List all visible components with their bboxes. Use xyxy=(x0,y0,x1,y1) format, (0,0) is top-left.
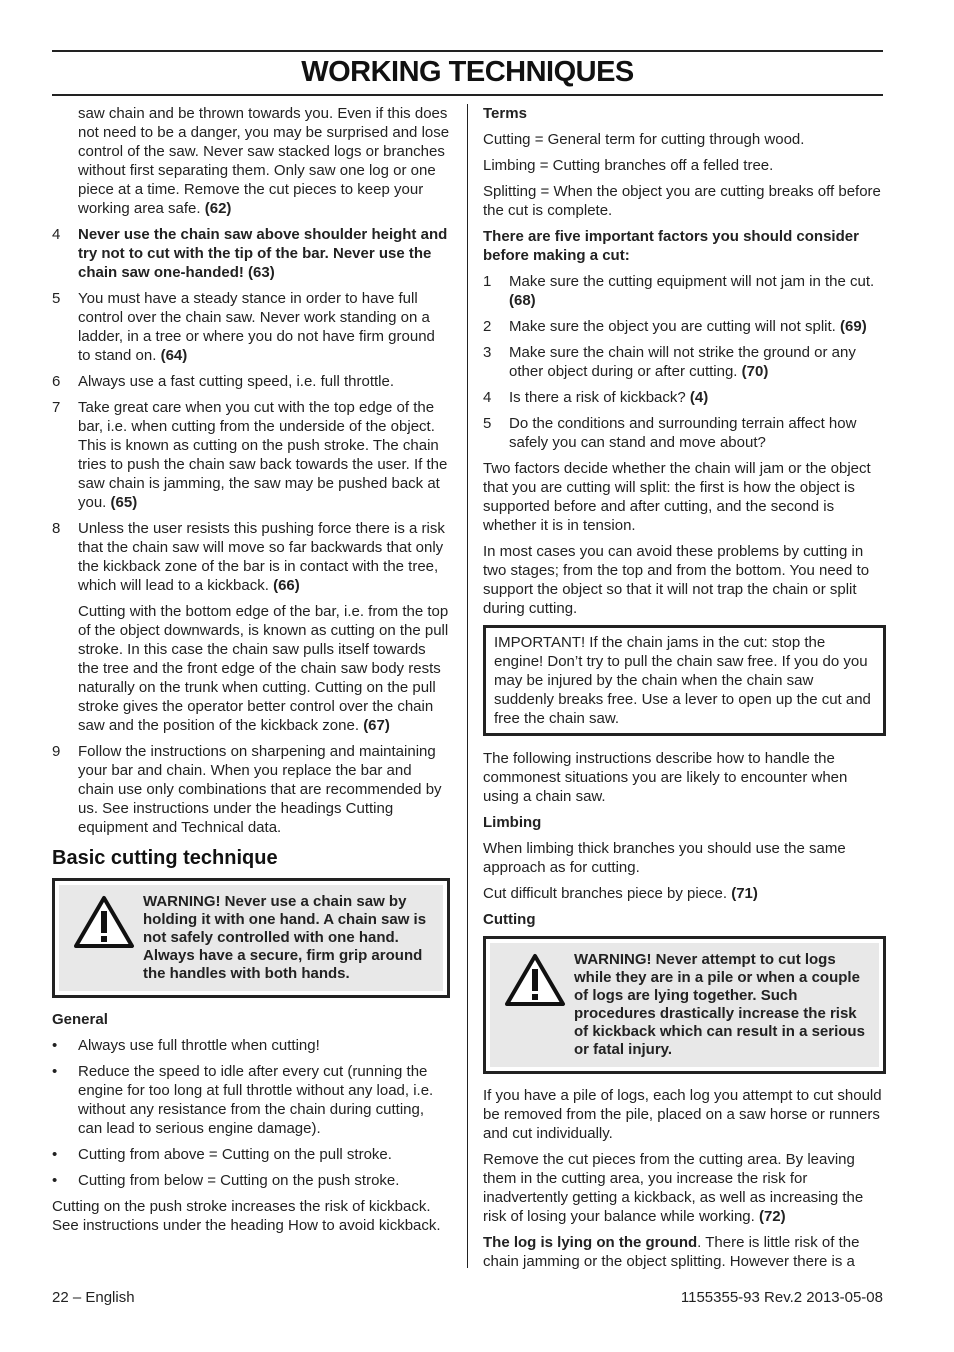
terms-heading: Terms xyxy=(483,105,527,122)
paragraph-instructions: The following instructions describe how to handle the commonest situations you are likely to encounter when using a chain saw. xyxy=(483,750,848,805)
factor-item: 2 Make sure the object you are cutting will not split. (69) xyxy=(483,318,867,335)
term-limbing: Limbing = Cutting branches off a felled tree. xyxy=(483,157,774,174)
list-item-8: 8 Unless the user resists this pushing force there is a risk that the chain saw will move so far backwards that only the kickback zone of the bar is in contact with the tree, which will lead to a kickback. (66) xyxy=(52,520,445,594)
list-item-4: 4 Never use the chain saw above shoulder height and try not to cut with the tip of the bar. Never use the chain saw one-handed! (63) xyxy=(52,226,448,281)
warning-triangle-icon xyxy=(496,951,574,1059)
paragraph-remove-pieces: Remove the cut pieces from the cutting area. By leaving them in the cutting area, you increase the risk for inadvertently getting a kickback, as well as increasing the risk of losing your balance while working. (72) xyxy=(483,1151,864,1225)
cutting-heading: Cutting xyxy=(483,911,536,928)
limbing-paragraph: When limbing thick branches you should use the same approach as for cutting. xyxy=(483,840,846,876)
paragraph-pile-of-logs: If you have a pile of logs, each log you attempt to cut should be removed from the pile, placed on a saw horse or runners and cut individually. xyxy=(483,1087,882,1142)
warning-box xyxy=(52,878,450,998)
footer-page-number: 22 – English xyxy=(52,1289,135,1306)
bullet-item: • Cutting from above = Cutting on the pull stroke. xyxy=(52,1146,392,1163)
factor-item: 3 Make sure the chain will not strike the ground or any other object during or after cutting. (70) xyxy=(483,344,856,380)
list-item-8-continued: Cutting with the bottom edge of the bar, i.e. from the top of the object downwards, is known as cutting on the pull stroke. In this case the chain saw pulls itself towards the tree and the front edge of the chain saw body rests naturally on the trunk when cutting. Cutting on the pull stroke gives the operator better control over the chain saw and the position of the kickback zone. (67) xyxy=(78,603,449,734)
factor-item: 5 Do the conditions and surrounding terrain affect how safely you can stand and move about? xyxy=(483,415,857,451)
paragraph-jam-factors: Two factors decide whether the chain will jam or the object that you are cutting will split: the first is how the object is supported before and after cutting, and the second is whether it is in tension. xyxy=(483,460,871,534)
general-heading: General xyxy=(52,1011,108,1028)
factors-heading: There are five important factors you should consider before making a cut: xyxy=(483,228,859,264)
footer-document-id: 1155355-93 Rev.2 2013-05-08 xyxy=(680,1289,883,1306)
page-title: WORKING TECHNIQUES xyxy=(301,56,634,88)
closing-paragraph: Cutting on the push stroke increases the risk of kickback. See instructions under the heading How to avoid kickback. xyxy=(52,1198,441,1234)
bullet-item: • Always use full throttle when cutting! xyxy=(52,1037,320,1054)
term-cutting: Cutting = General term for cutting through wood. xyxy=(483,131,805,148)
warning-triangle-icon xyxy=(65,893,143,983)
warning-text: WARNING! Never attempt to cut logs while they are in a pile or when a couple of logs are lying together. Such procedures drastically increase the risk of kickback which can result in a serious or fatal injury. xyxy=(574,951,865,1058)
paragraph-two-stages: In most cases you can avoid these problems by cutting in two stages; from the top and from the bottom. You need to support the object so that it will not trap the chain or split during cutting. xyxy=(483,543,870,617)
important-box: IMPORTANT! If the chain jams in the cut: stop the engine! Don’t try to pull the chain saw free. If you do you may be injured by the chain when the chain saw suddenly breaks free. Use a lever to open up the cut and free the chain saw. xyxy=(483,625,886,736)
bullet-item: • Reduce the speed to idle after every cut (running the engine for too long at full throttle without any load, i.e. without any resistance from the chain during cutting, can lead to serious engine damage). xyxy=(52,1063,434,1137)
term-splitting: Splitting = When the object you are cutting breaks off before the cut is complete. xyxy=(483,183,881,219)
header-bottom-rule xyxy=(52,94,883,96)
list-item-7: 7 Take great care when you cut with the top edge of the bar, i.e. when cutting from the underside of the object. This is known as cutting on the push stroke. The chain tries to push the chain saw back towards the user. If the saw chain is jamming, the saw may be pushed back at you. (65) xyxy=(52,399,448,511)
factor-item: 1 Make sure the cutting equipment will not jam in the cut. (68) xyxy=(483,273,875,309)
bullet-item: • Cutting from below = Cutting on the push stroke. xyxy=(52,1172,400,1189)
list-item-9: 9 Follow the instructions on sharpening and maintaining your bar and chain. When you replace the bar and chain use only combinations that are recommended by us. See instructions under the headings Cutting equipment and Technical data. xyxy=(52,743,442,836)
header-top-rule xyxy=(52,50,883,52)
paragraph-log-on-ground: The log is lying on the ground. There is little risk of the chain jamming or the object splitting. However there is a xyxy=(483,1234,860,1270)
column-divider xyxy=(467,104,468,1268)
limbing-paragraph-2: Cut difficult branches piece by piece. (71) xyxy=(483,885,758,902)
factor-item: 4 Is there a risk of kickback? (4) xyxy=(483,389,709,406)
limbing-heading: Limbing xyxy=(483,814,542,831)
list-item-6: 6 Always use a fast cutting speed, i.e. full throttle. xyxy=(52,373,394,390)
warning-box xyxy=(483,936,886,1074)
right-column xyxy=(483,104,886,1278)
warning-text: WARNING! Never use a chain saw by holding it with one hand. A chain saw is not safely controlled with one hand. Always have a secure, firm grip around the handles with both hands. xyxy=(143,893,427,982)
continued-paragraph: saw chain and be thrown towards you. Even if this does not need to be a danger, you may be surprised and lose control of the saw. Never saw stacked logs or branches without first separating them. Only saw one log or one piece at a time. Remove the cut pieces to keep your working area safe. (62) xyxy=(78,105,450,217)
list-item-5: 5 You must have a steady stance in order to have full control over the chain saw. Never work standing on a ladder, in a tree or where you do not have firm ground to stand on. (64) xyxy=(52,290,435,364)
section-heading: Basic cutting technique xyxy=(52,847,278,869)
left-column xyxy=(52,104,450,1242)
